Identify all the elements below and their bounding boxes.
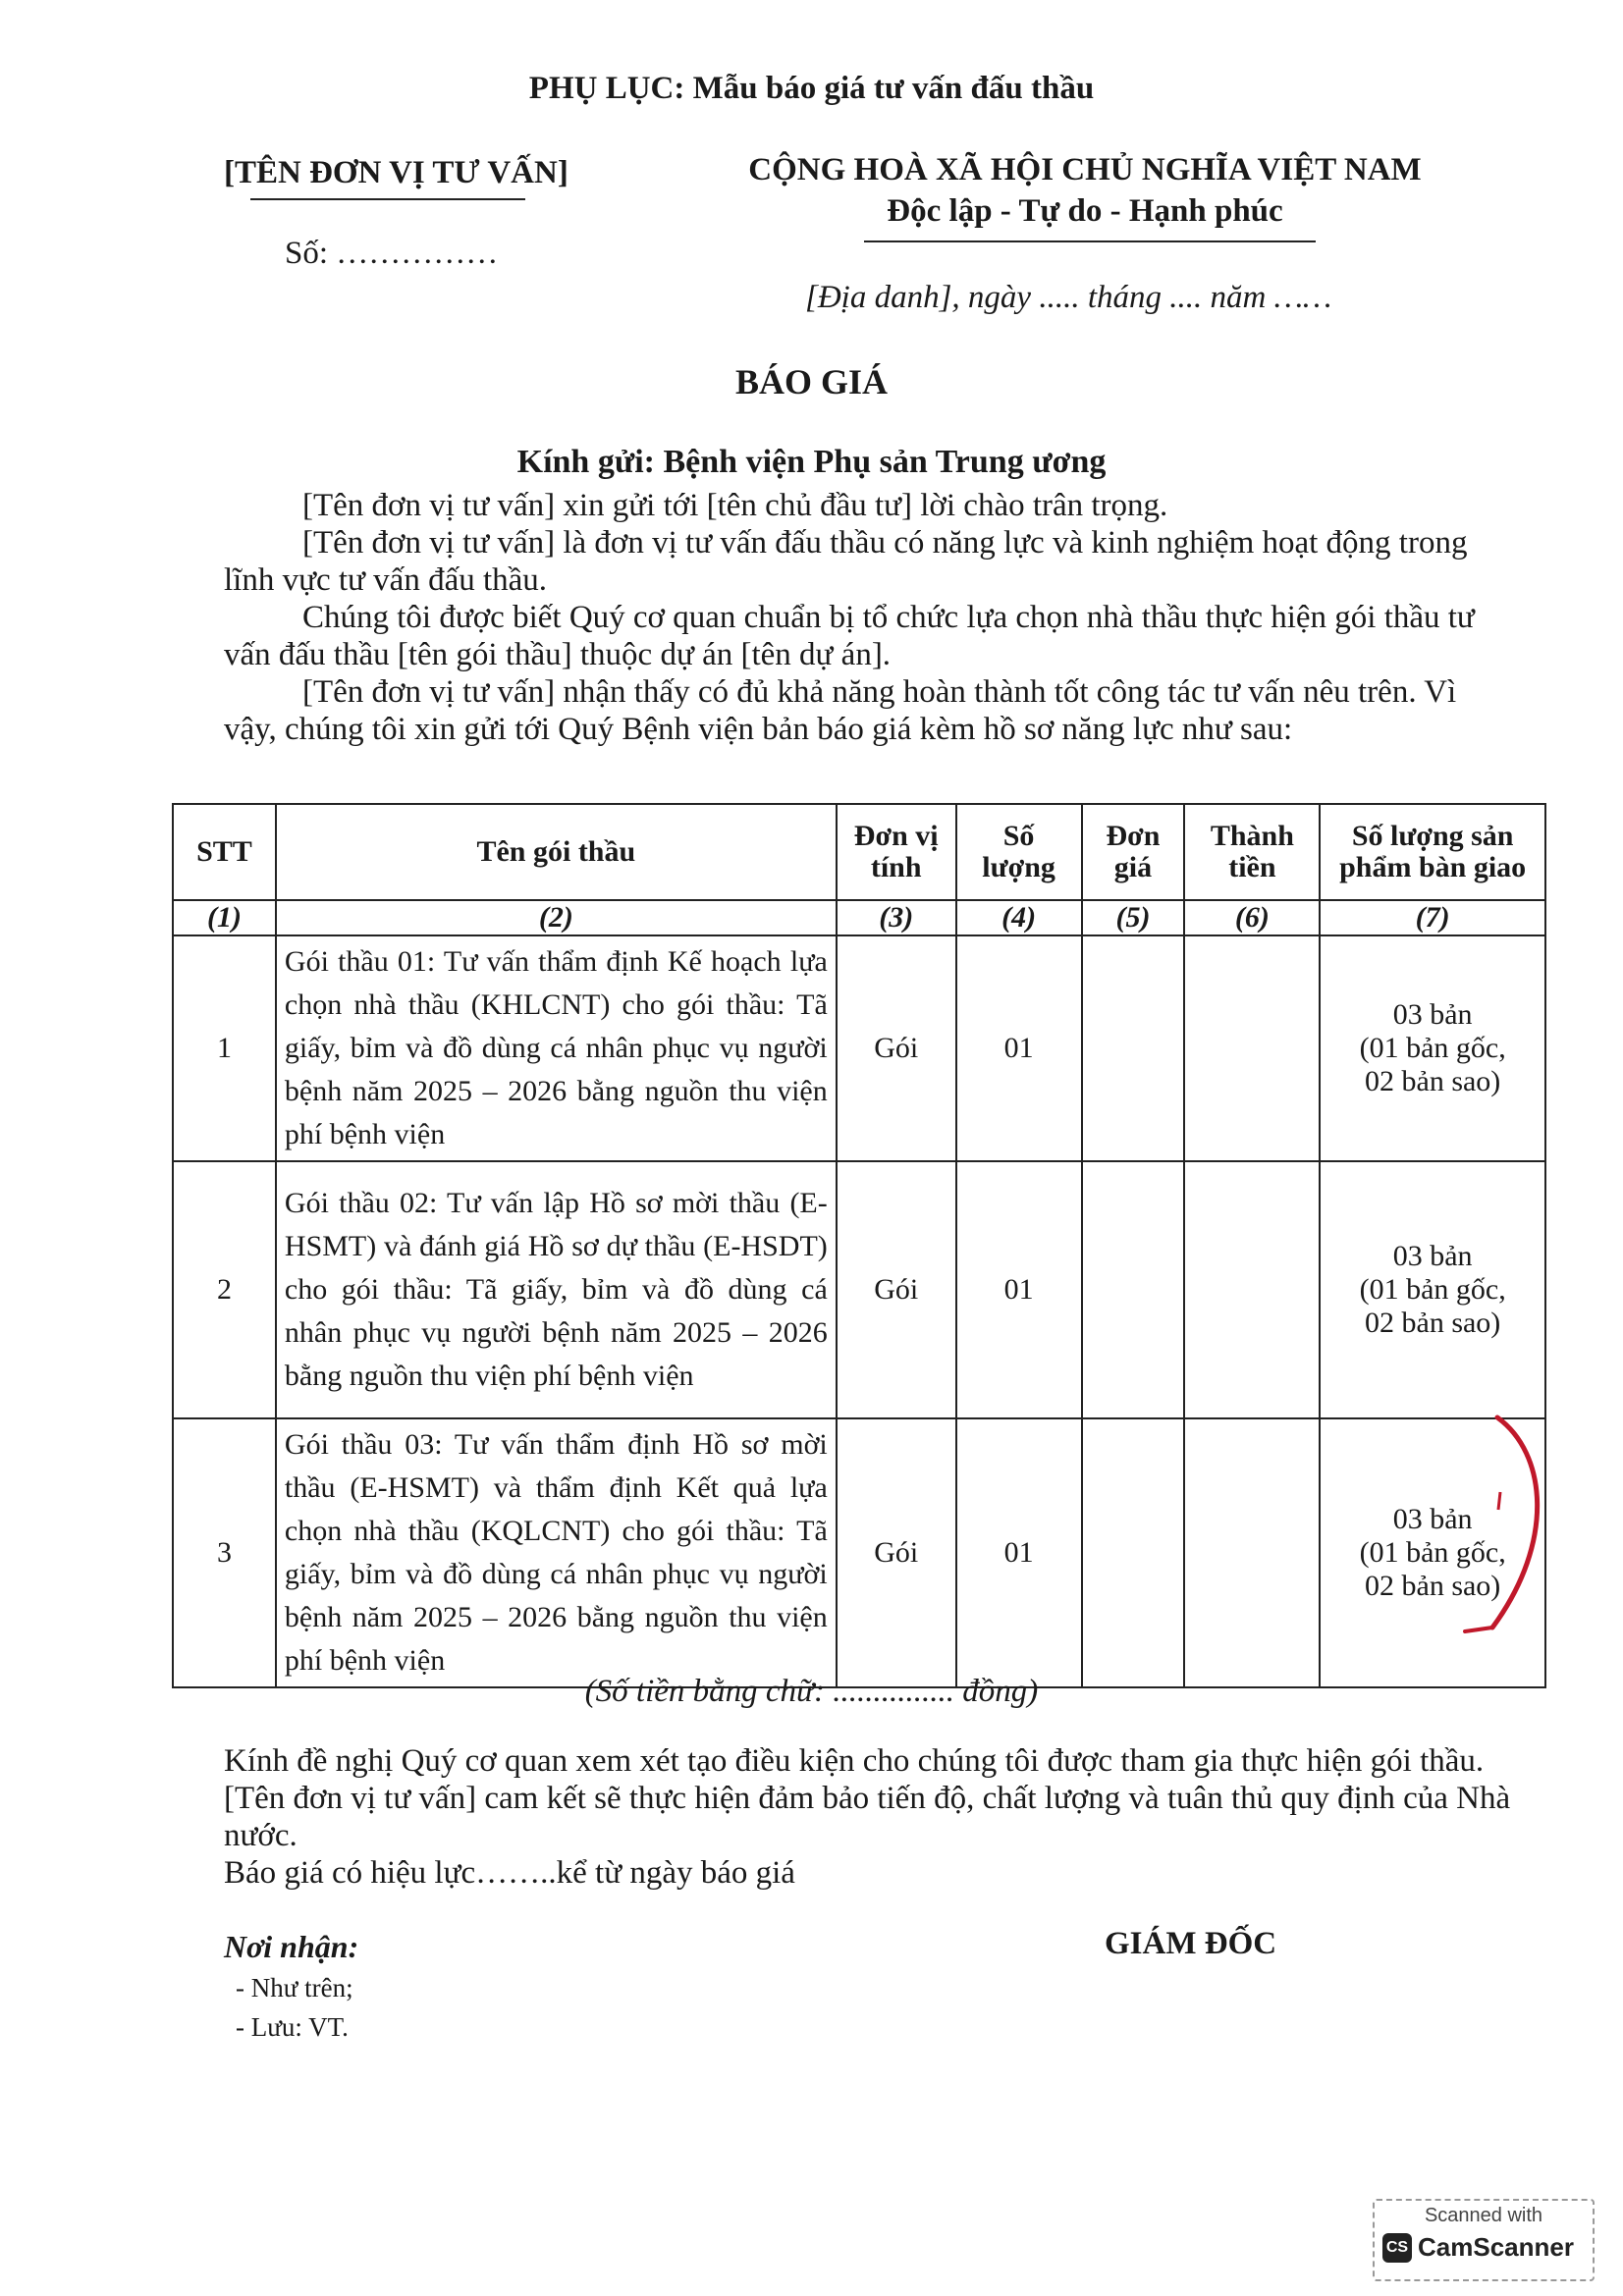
deliver-copies: 02 bản sao) bbox=[1365, 1065, 1501, 1097]
row-total bbox=[1184, 935, 1320, 1161]
column-number: (2) bbox=[276, 900, 837, 935]
stamp-tick bbox=[1498, 1492, 1500, 1510]
intro-line-2: [Tên đơn vị tư vấn] là đơn vị tư vấn đấu thầu có năng lực và kinh nghiệm hoạt động trong lĩnh vực tư vấn đấu thầu. bbox=[224, 525, 1468, 598]
amount-in-words: (Số tiền bằng chữ: ............... đồng) bbox=[584, 1674, 1039, 1709]
header-stt: STT bbox=[173, 804, 276, 900]
deliver-copies: 02 bản sao) bbox=[1365, 1570, 1501, 1602]
row-unit-price bbox=[1082, 1161, 1185, 1418]
intro-line-4: [Tên đơn vị tư vấn] nhận thấy có đủ khả năng hoàn thành tốt công tác tư vấn nêu trên. Vì vậy, chúng tôi xin gửi tới Quý Bệnh viện bản báo giá kèm hồ sơ năng lực như sau: bbox=[224, 674, 1457, 747]
column-number: (6) bbox=[1184, 900, 1320, 935]
camscanner-brand-name: CamScanner bbox=[1418, 2232, 1574, 2262]
row-stt: 3 bbox=[173, 1418, 276, 1687]
row-deliverables bbox=[1320, 1161, 1545, 1418]
column-number: (5) bbox=[1082, 900, 1185, 935]
deliver-count: 03 bản bbox=[1392, 1503, 1473, 1535]
row-unit: Gói bbox=[837, 1161, 956, 1418]
row-package-name: Gói thầu 02: Tư vấn lập Hồ sơ mời thầu (E-HSMT) và đánh giá Hồ sơ dự thầu (E-HSDT) cho gói thầu: Tã giấy, bỉm và đồ dùng cá nhân phục vụ người bệnh năm 2025 – 2026 bằng nguồn thu viện phí bệnh viện bbox=[276, 1161, 837, 1418]
row-total bbox=[1184, 1161, 1320, 1418]
header-unit: Đơn vị tính bbox=[837, 804, 956, 900]
appendix-title: PHỤ LỤC: Mẫu báo giá tư vấn đấu thầu bbox=[528, 71, 1095, 106]
recipient-item: - Như trên; bbox=[236, 1973, 353, 2002]
row-quantity: 01 bbox=[956, 1418, 1082, 1687]
deliver-original: (01 bản gốc, bbox=[1359, 1273, 1506, 1306]
table-row bbox=[173, 1161, 1545, 1418]
signature-title: GIÁM ĐỐC bbox=[1105, 1926, 1277, 1961]
column-number-row bbox=[173, 900, 1545, 935]
deliver-count: 03 bản bbox=[1392, 1240, 1473, 1272]
intro-paragraphs bbox=[224, 487, 1500, 748]
header-total: Thành tiền bbox=[1184, 804, 1320, 900]
intro-line-1: [Tên đơn vị tư vấn] xin gửi tới [tên chủ đầu tư] lời chào trân trọng. bbox=[302, 488, 1168, 523]
row-package-name: Gói thầu 03: Tư vấn thẩm định Hồ sơ mời thầu (E-HSMT) và thẩm định Kết quả lựa chọn nhà thầu (KQLCNT) cho gói thầu: Tã giấy, bỉm và đồ dùng cá nhân phục vụ người bệnh năm 2025 – 2026 bằng nguồn thu viện phí bệnh viện bbox=[276, 1418, 837, 1687]
header-unit-price: Đơn giá bbox=[1082, 804, 1185, 900]
document-heading: BÁO GIÁ bbox=[734, 362, 889, 401]
row-total bbox=[1184, 1418, 1320, 1687]
stamp-tail bbox=[1465, 1628, 1492, 1631]
row-deliverables bbox=[1320, 935, 1545, 1161]
recipients-label: Nơi nhận: bbox=[224, 1929, 359, 1964]
camscanner-brand bbox=[1382, 2232, 1574, 2263]
stamp-arc bbox=[1492, 1417, 1538, 1628]
row-unit-price bbox=[1082, 1418, 1185, 1687]
document-number: Số: …………… bbox=[285, 236, 499, 271]
row-package-name: Gói thầu 01: Tư vấn thẩm định Kế hoạch lựa chọn nhà thầu (KHLCNT) cho gói thầu: Tã giấy, bỉm và đồ dùng cá nhân phục vụ người bệnh năm 2025 – 2026 bằng nguồn thu viện phí bệnh viện bbox=[276, 935, 837, 1161]
closing-paragraphs bbox=[224, 1742, 1530, 1892]
table-header-row bbox=[173, 804, 1545, 900]
table-row bbox=[173, 935, 1545, 1161]
national-title: CỘNG HOÀ XÃ HỘI CHỦ NGHĨA VIỆT NAM bbox=[748, 152, 1422, 187]
organization-name: [TÊN ĐƠN VỊ TƯ VẤN] bbox=[224, 155, 568, 190]
deliver-count: 03 bản bbox=[1392, 998, 1473, 1031]
national-motto: Độc lập - Tự do - Hạnh phúc bbox=[887, 193, 1283, 229]
row-stt: 2 bbox=[173, 1161, 276, 1418]
camscanner-badge bbox=[1373, 2199, 1595, 2281]
red-stamp-mark bbox=[1453, 1414, 1561, 1649]
header-package-name: Tên gói thầu bbox=[276, 804, 837, 900]
closing-line-2: [Tên đơn vị tư vấn] cam kết sẽ thực hiện đảm bảo tiến độ, chất lượng và tuân thủ quy định của Nhà nước. bbox=[224, 1781, 1511, 1853]
row-unit: Gói bbox=[837, 1418, 956, 1687]
place-date: [Địa danh], ngày ..... tháng .... năm …… bbox=[805, 280, 1332, 315]
table-row bbox=[173, 1418, 1545, 1687]
header-quantity: Số lượng bbox=[956, 804, 1082, 900]
deliver-original: (01 bản gốc, bbox=[1359, 1536, 1506, 1569]
row-unit-price bbox=[1082, 935, 1185, 1161]
greeting: Kính gửi: Bệnh viện Phụ sản Trung ương bbox=[516, 444, 1107, 480]
row-quantity: 01 bbox=[956, 1161, 1082, 1418]
deliver-copies: 02 bản sao) bbox=[1365, 1307, 1501, 1339]
organization-underline bbox=[250, 198, 525, 200]
header-deliverables: Số lượng sản phẩm bàn giao bbox=[1320, 804, 1545, 900]
recipient-item: - Lưu: VT. bbox=[236, 2012, 349, 2042]
deliver-original: (01 bản gốc, bbox=[1359, 1032, 1506, 1064]
closing-line-1: Kính đề nghị Quý cơ quan xem xét tạo điều kiện cho chúng tôi được tham gia thực hiện gói thầu. bbox=[224, 1743, 1485, 1779]
quotation-table bbox=[172, 803, 1546, 1688]
motto-underline bbox=[864, 240, 1316, 242]
row-quantity: 01 bbox=[956, 935, 1082, 1161]
camscanner-logo-icon: CS bbox=[1382, 2233, 1412, 2263]
intro-line-3: Chúng tôi được biết Quý cơ quan chuẩn bị tổ chức lựa chọn nhà thầu thực hiện gói thầu tư vấn đấu thầu [tên gói thầu] thuộc dự án [tên dự án]. bbox=[224, 600, 1475, 672]
row-stt: 1 bbox=[173, 935, 276, 1161]
column-number: (1) bbox=[173, 900, 276, 935]
column-number: (4) bbox=[956, 900, 1082, 935]
closing-line-3: Báo giá có hiệu lực……..kể từ ngày báo giá bbox=[224, 1855, 795, 1891]
column-number: (7) bbox=[1320, 900, 1545, 935]
row-unit: Gói bbox=[837, 935, 956, 1161]
column-number: (3) bbox=[837, 900, 956, 935]
scanned-with-label: Scanned with bbox=[1424, 2205, 1543, 2226]
